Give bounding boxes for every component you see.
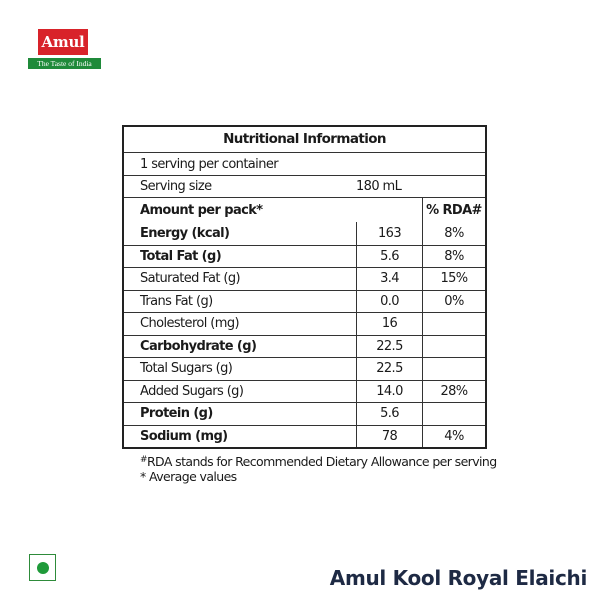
nutrient-rda: 28% xyxy=(422,381,485,403)
product-name: Amul Kool Royal Elaichi xyxy=(329,566,587,590)
nutrient-amount: 5.6 xyxy=(356,246,422,268)
serving-size-row xyxy=(124,175,485,197)
nutrient-row xyxy=(124,380,485,403)
nutrient-amount: 22.5 xyxy=(356,336,422,358)
nutrient-amount: 3.4 xyxy=(356,268,422,290)
nutrient-row xyxy=(124,245,485,268)
nutrient-name: Energy (kcal) xyxy=(140,225,230,241)
nutrient-row xyxy=(124,425,485,448)
nutrient-name: Protein (g) xyxy=(140,406,213,422)
nutrient-row xyxy=(124,312,485,335)
serving-size-value: 180 mL xyxy=(356,179,402,194)
nutrient-row xyxy=(124,357,485,380)
rda-footnote: #RDA stands for Recommended Dietary Allowance per serving xyxy=(140,454,497,469)
nutrient-amount: 22.5 xyxy=(356,358,422,380)
nutrient-amount: 163 xyxy=(356,222,422,245)
nutrient-name: Sodium (mg) xyxy=(140,428,228,444)
nutrient-rda xyxy=(422,358,485,380)
amount-header: Amount per pack* xyxy=(140,202,263,218)
nutrient-row xyxy=(124,335,485,358)
nutrient-row xyxy=(124,267,485,290)
footnotes xyxy=(140,454,497,484)
nutrient-rda: 8% xyxy=(422,222,485,245)
nutrient-rda: 0% xyxy=(422,291,485,313)
brand-name: Amul xyxy=(41,33,85,51)
brand-tagline: The Taste of India xyxy=(28,58,101,69)
nutrient-rda xyxy=(422,403,485,425)
logo-wordmark-box xyxy=(38,29,88,55)
nutrient-name: Added Sugars (g) xyxy=(140,383,244,399)
nutrient-amount: 0.0 xyxy=(356,291,422,313)
amount-header-row xyxy=(124,197,485,222)
nutrient-rda xyxy=(422,313,485,335)
nutrient-rda xyxy=(422,336,485,358)
rda-header: % RDA# xyxy=(422,198,485,222)
nutrient-amount: 5.6 xyxy=(356,403,422,425)
nutrient-row xyxy=(124,290,485,313)
nutrition-table xyxy=(122,125,487,449)
nutrient-name: Cholesterol (mg) xyxy=(140,316,239,332)
nutrient-rda: 4% xyxy=(422,426,485,448)
nutrient-amount: 78 xyxy=(356,426,422,448)
veg-dot xyxy=(37,562,49,574)
veg-mark-icon xyxy=(29,554,56,581)
nutrient-row xyxy=(124,402,485,425)
nutrient-rda: 8% xyxy=(422,246,485,268)
nutrient-rda: 15% xyxy=(422,268,485,290)
nutrient-name: Saturated Fat (g) xyxy=(140,271,241,287)
table-title: Nutritional Information xyxy=(223,130,386,147)
servings-per-container: 1 serving per container xyxy=(124,152,485,175)
nutrient-name: Trans Fat (g) xyxy=(140,293,213,309)
nutrient-name: Carbohydrate (g) xyxy=(140,338,257,354)
nutrient-name: Total Sugars (g) xyxy=(140,361,233,377)
amul-logo xyxy=(28,29,101,71)
average-footnote: * Average values xyxy=(140,469,237,484)
serving-size-label: Serving size xyxy=(140,179,212,194)
nutrient-name: Total Fat (g) xyxy=(140,248,222,264)
nutrient-amount: 16 xyxy=(356,313,422,335)
nutrient-amount: 14.0 xyxy=(356,381,422,403)
nutrient-row xyxy=(124,222,485,245)
